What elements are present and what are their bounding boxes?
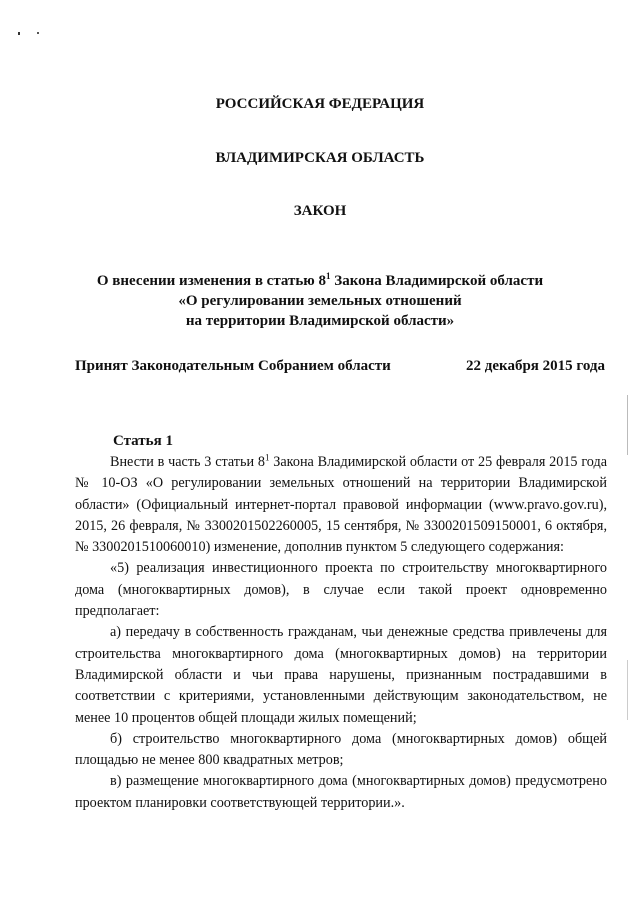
adoption-line — [75, 358, 605, 375]
scan-artifact — [37, 32, 39, 34]
article-paragraph: б) строительство многоквартирного дома (многоквартирных домов) общей площадью не менее 800 квадратных метров; — [75, 730, 607, 769]
article-paragraph: а) передачу в собственность гражданам, чьи денежные средства привлечены для строительства многоквартирного дома (многоквартирных домов) на территории Владимирской области и чьи права нарушены, признанным пострадавшими в соответствии с критериями, установленными действующим законодательством, не менее 10 процентов общей площади жилых помещений; — [75, 624, 607, 726]
header-doc-type: ЗАКОН — [293, 203, 347, 219]
header-country: РОССИЙСКАЯ ФЕДЕРАЦИЯ — [215, 96, 425, 112]
adoption-date: 22 декабря 2015 года — [466, 358, 605, 374]
article-body — [75, 452, 607, 814]
scan-edge-artifact — [627, 660, 628, 720]
header-region: ВЛАДИМИРСКАЯ ОБЛАСТЬ — [215, 150, 425, 166]
article-paragraph: «5) реализация инвестиционного проекта по строительству многоквартирного дома (многоквартирных домов), в случае если такой проект одновременно предполагает: — [75, 560, 607, 620]
scan-edge-artifact — [627, 395, 628, 455]
law-title — [0, 271, 640, 331]
law-title-line1: О внесении изменения в статью $8^1$ Закона Владимирской области — [96, 271, 544, 289]
law-title-line3: на территории Владимирской области» — [185, 313, 455, 329]
scan-artifact — [18, 32, 20, 35]
adopted-by: Принят Законодательным Собранием области — [75, 358, 391, 374]
article-paragraph: Внести в часть 3 статьи $8^1$ Закона Владимирской области от 25 февраля 2015 года № 10-ОЗ «О регулировании земельных отношений на территории Владимирской области» (Официальный интернет-портал правовой информации (www.pravo.gov.ru), 2015, 26 февраля, № 3300201502260005, 15 сентября, № 3300201509150001, 6 октября, № 3300201510060010) изменение, дополнив пунктом 5 следующего содержания: — [75, 452, 607, 556]
law-title-line2: «О регулировании земельных отношений — [178, 293, 462, 309]
article-heading: Статья 1 — [113, 433, 173, 449]
article-paragraph: в) размещение многоквартирного дома (многоквартирных домов) предусмотрено проектом планировки соответствующей территории.». — [75, 773, 607, 811]
